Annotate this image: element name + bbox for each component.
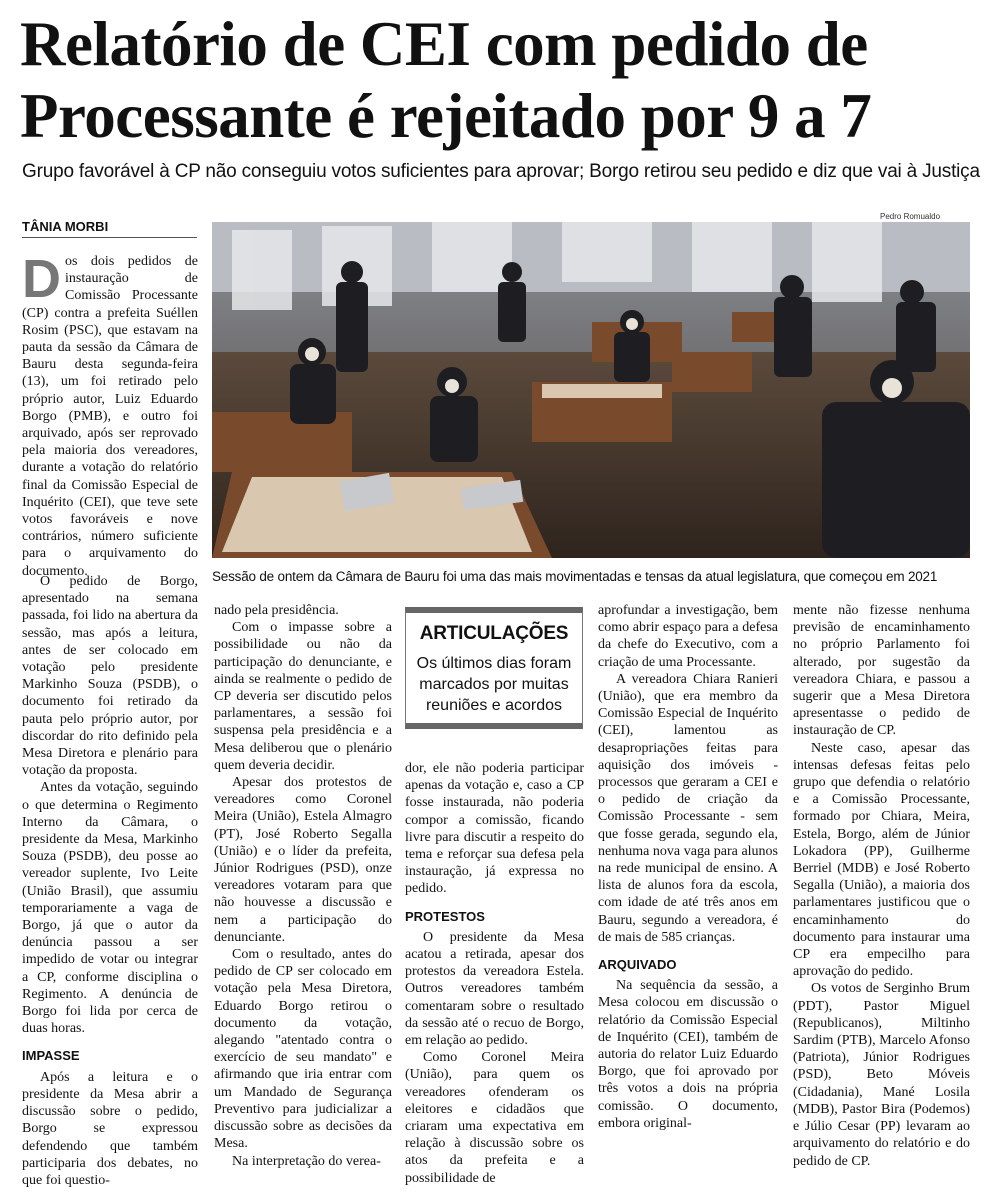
article-paragraph: Com o resultado, antes do pedido de CP ser colocado em votação pela Mesa Diretora, Eduardo Borgo retirou o documento da votação, alegando "atentado contra o exercício de seu mandato" e afirmando que iria entrar com um Mandado de Segurança Preventivo para judicializar a discussão sobre as decisões da Mesa.	[214, 947, 392, 1152]
headline-line-2: Processante é rejeitado por 9 a 7	[20, 81, 872, 151]
article-paragraph: Como Coronel Meira (União), para quem os vereadores ofenderam os eleitores e cidadãos que criaram uma expectativa em relação à discussão sobre os atos da prefeita e a possibilidade de	[405, 1050, 584, 1186]
highlight-box-text: Os últimos dias foram marcados por muitas reuniões e acordos	[416, 655, 572, 714]
article-paragraph: O presidente da Mesa acatou a retirada, apesar dos protestos da vereadora Estela. Outros vereadores também comentaram sobre o resultado da sessão até o recuo de Borgo, em relação ao pedido.	[405, 929, 584, 1049]
highlight-box-title: ARTICULAÇÕES	[419, 623, 569, 644]
article-paragraph: Antes da votação, seguindo o que determina o Regimento Interno da Câmara, o presidente da Mesa, Markinho Souza (PSDB), deu posse ao vereador suplente, Ivo Leite (União Brasil), que assumiu temporariamente a vaga de Borgo, já que o autor da denúncia passou a ser impedido de votar ou integrar a CP, conforme disciplina o Regimento. A denúncia de Borgo foi lida por cerca de duas horas.	[22, 780, 198, 1037]
article-paragraph: Apesar dos protestos de vereadores como Coronel Meira (União), Estela Almagro (PT), José Roberto Segalla (União) e o líder da prefeita, Júnior Rodrigues (PSD), onze vereadores votaram para que não houvesse a discussão e nem a participação do denunciante.	[214, 775, 392, 945]
article-paragraph: Os votos de Serginho Brum (PDT), Pastor Miguel (Republicanos), Miltinho Sardim (PTB), Marcelo Afonso (Patriota), Júnior Rodrigues (PSD), Beto Móveis (Cidadania), Mané Losila (MDB), Pastor Bira (Podemos) e Júlio Cesar (PP) levaram ao arquivamento do relatório e do pedido de CP.	[793, 981, 970, 1169]
article-paragraph: Na sequência da sessão, a Mesa colocou em discussão o relatório da Comissão Especial de Inquérito (CEI), também de autoria do relator Luiz Eduardo Borgo, que foi aprovado por três votos a dois na própria comissão. O documento, embora original-	[598, 978, 778, 1131]
article-paragraph: os dois pedidos de instauração de Comissão Processante (CP) contra a prefeita Suéllen Rosim (PSC), que estavam na pauta da sessão da Câmara de Bauru desta segunda-feira (13), um foi retirado pelo próprio autor, Luiz Eduardo Borgo (PMB), e outro foi arquivado, após ser reprovado pela maioria dos vereadores, durante a votação do relatório final da Comissão Especial de Inquérito (CEI), que teve sete votos favoráveis e nove contrários, número suficiente para o arquivamento do documento.	[22, 254, 198, 579]
article-paragraph: Com o impasse sobre a possibilidade ou não da participação do denunciante, e ainda se realmente o pedido de CP deveria ser discutido pelos parlamentares, a sessão foi suspensa pela presidência e a Mesa deliberou que o plenário quem deveria decidir.	[214, 620, 392, 773]
headline	[20, 8, 970, 152]
article-paragraph: Neste caso, apesar das intensas defesas feitas pelo grupo que defendia o relatório e a Comissão Processante, formado por Chiara, Meira, Estela, Borgo, além de Júnior Lokadora (PP), Guilherme Berriel (MDB) e José Roberto Segalla (União), a maioria dos parlamentares justificou que o encaminhamento do documento para instaurar uma CP era empecilho para aprovação do pedido.	[793, 740, 970, 980]
article-column-2	[214, 602, 392, 1170]
headline-line-1: Relatório de CEI com pedido de	[20, 9, 868, 79]
article-paragraph: nado pela presidência.	[214, 603, 339, 618]
subtitle: Grupo favorável à CP não conseguiu votos suficientes para aprovar; Borgo retirou seu pedido e diz que vai à Justiça	[22, 161, 980, 182]
photo-credit: Pedro Romualdo	[880, 212, 941, 221]
drop-cap: D	[22, 249, 61, 309]
article-paragraph: O pedido de Borgo, apresentado na semana passada, foi lido na abertura da sessão, mas após a leitura, antes de ser colocado em votação pelo presidente Markinho Souza (PSDB), o documento foi retirado da pauta pelo próprio autor, por discordar do rito definido pela Mesa Diretora e plenário para votação da proposta.	[22, 574, 198, 779]
section-heading-impasse: IMPASSE	[22, 1048, 80, 1064]
article-paragraph: Na interpretação do verea-	[232, 1153, 381, 1169]
article-column-4	[598, 602, 778, 1132]
highlight-box	[405, 607, 583, 729]
article-paragraph: A vereadora Chiara Ranieri (União), que era membro da Comissão Especial de Inquérito (CEI), lamentou as desapropriações feitas para aquisição dos imóveis - processos que geraram a CEI e o pedido de criação da Comissão Processante - sem que fosse gerada, segundo ela, nenhuma nova vaga para alunos na rede municipal de ensino. A lista de alunos fora da escola, com idade de até três anos em Bauru, segundo a vereadora, é de mais de 585 crianças.	[598, 671, 778, 945]
article-paragraph: dor, ele não poderia participar apenas da votação e, caso a CP fosse instaurada, não poderia compor a comissão, ficando livre para discutir a respeito do tema e reforçar sua defesa pela instauração, já expressa no pedido.	[405, 761, 584, 897]
session-photo-illustration	[212, 222, 970, 558]
article-column-5	[793, 602, 970, 1170]
photo-caption: Sessão de ontem da Câmara de Bauru foi uma das mais movimentadas e tensas da atual legislatura, que começou em 2021	[212, 569, 938, 584]
article-paragraph: Após a leitura e o presidente da Mesa abrir a discussão sobre o pedido, Borgo se expressou defendendo que também participaria dos debates, no que foi questio-	[22, 1069, 198, 1188]
section-heading-arquivado: ARQUIVADO	[598, 957, 677, 973]
section-heading-protestos: PROTESTOS	[405, 908, 485, 924]
article-column-1-bottom	[22, 573, 198, 1189]
session-photo	[212, 222, 970, 558]
article-column-3	[405, 760, 584, 1187]
article-paragraph: aprofundar a investigação, bem como abrir espaço para a defesa da chefe do Executivo, com a criação de uma Processante.	[598, 603, 778, 670]
article-paragraph: mente não fizesse nenhuma previsão de encaminhamento no próprio Parlamento foi alterado, por sugestão da vereadora Chiara, e passou a sugerir que a Mesa Diretora apresentasse o pedido de instauração de CP.	[793, 603, 970, 739]
article-column-1-top	[22, 249, 198, 580]
byline: TÂNIA MORBI	[22, 219, 197, 238]
